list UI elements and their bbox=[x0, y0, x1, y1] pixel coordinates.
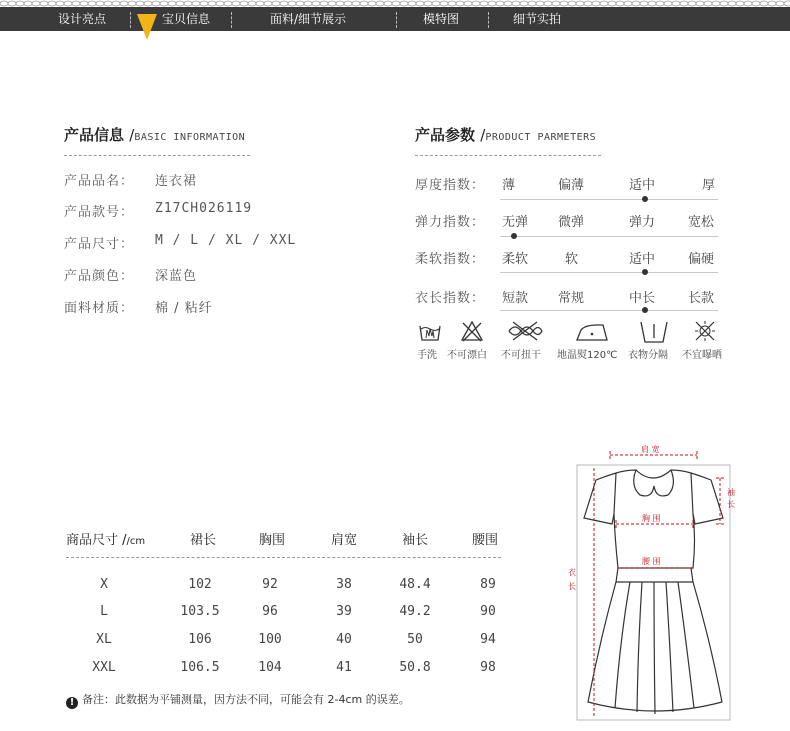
size-cell: 48.4 bbox=[399, 577, 431, 592]
measurement-note bbox=[66, 691, 410, 709]
no-wring-icon bbox=[505, 320, 545, 342]
param-indicator-dot bbox=[642, 269, 648, 275]
param-indicator-dot bbox=[642, 307, 648, 313]
size-header-shoulder: 肩宽 bbox=[331, 533, 358, 548]
nav-item-design-highlights[interactable]: 设计亮点 bbox=[58, 12, 107, 26]
param-label-softness: 柔软指数： bbox=[415, 252, 486, 267]
size-cell: 41 bbox=[336, 660, 352, 675]
info-label-style-no: 产品款号： bbox=[64, 205, 135, 220]
param-label-length: 衣长指数： bbox=[415, 291, 486, 306]
product-info-heading: 产品信息 /BASIC INFORMATION bbox=[64, 126, 246, 144]
size-cell: 50.8 bbox=[399, 660, 431, 675]
param-label-thickness: 厚度指数： bbox=[415, 178, 486, 193]
size-header-waist: 腰围 bbox=[472, 533, 499, 548]
size-cell: 92 bbox=[262, 577, 278, 592]
product-params-subtitle: PRODUCT PARMETERS bbox=[485, 132, 597, 143]
param-scale-line bbox=[500, 310, 718, 311]
param-option: 无弹 bbox=[502, 215, 529, 230]
param-option: 薄 bbox=[502, 178, 516, 193]
size-cell: L bbox=[100, 604, 108, 619]
nav-item-product-info[interactable]: 宝贝信息 bbox=[162, 12, 211, 26]
size-cell: 98 bbox=[480, 660, 496, 675]
size-cell: XXL bbox=[92, 660, 116, 675]
nav-separator bbox=[231, 12, 232, 28]
param-label-elasticity: 弹力指数： bbox=[415, 215, 486, 230]
info-label-material: 面料材质： bbox=[64, 301, 135, 316]
nav-separator bbox=[130, 12, 131, 28]
param-scale-line bbox=[500, 272, 718, 273]
exclamation-icon: ! bbox=[66, 697, 78, 709]
param-option: 厚 bbox=[702, 178, 716, 193]
param-indicator-dot bbox=[642, 196, 648, 202]
care-label: 手洗 bbox=[417, 350, 437, 361]
size-cell: 102 bbox=[188, 577, 212, 592]
param-option: 短款 bbox=[502, 291, 529, 306]
no-sun-dry-icon bbox=[693, 320, 717, 342]
size-cell: 104 bbox=[258, 660, 282, 675]
top-pattern bbox=[0, 0, 790, 7]
size-cell: XL bbox=[96, 632, 112, 647]
size-cell: 39 bbox=[336, 604, 352, 619]
note-text: 备注：此数据为平铺测量，因方法不同，可能会有 2-4cm 的误差。 bbox=[82, 693, 410, 706]
measurement-markers bbox=[594, 451, 724, 718]
param-option: 常规 bbox=[558, 291, 585, 306]
size-table-title-text: 商品尺寸 bbox=[66, 533, 119, 548]
product-params-title: 产品参数 bbox=[415, 126, 476, 144]
sleeve-length-label bbox=[727, 487, 738, 509]
param-option: 中长 bbox=[629, 291, 656, 306]
care-label: 不可扭干 bbox=[501, 350, 541, 361]
param-option: 适中 bbox=[629, 178, 656, 193]
param-option: 偏硬 bbox=[688, 252, 715, 267]
product-params-heading: 产品参数 /PRODUCT PARMETERS bbox=[415, 126, 597, 144]
size-cell: 94 bbox=[480, 632, 496, 647]
nav-bar bbox=[0, 7, 790, 31]
nav-item-detail-photos[interactable]: 细节实拍 bbox=[513, 12, 562, 26]
info-value-style-no: Z17CH026119 bbox=[155, 201, 253, 216]
size-cell: 90 bbox=[480, 604, 496, 619]
care-label: 地温熨120℃ bbox=[557, 350, 618, 361]
wash-separately-icon bbox=[638, 320, 670, 344]
info-value-size: M / L / XL / XXL bbox=[155, 233, 297, 248]
sleeve-label-char-2: 长 bbox=[727, 500, 735, 509]
size-table-unit: /cm bbox=[126, 536, 146, 547]
param-option: 微弹 bbox=[558, 215, 585, 230]
param-indicator-dot bbox=[511, 233, 517, 239]
chest-label: 胸 围 bbox=[642, 514, 661, 523]
waist-label: 腰 围 bbox=[642, 557, 661, 566]
no-bleach-icon bbox=[460, 320, 484, 342]
sleeve-label-char-1: 袖 bbox=[727, 488, 735, 497]
shoulder-width-label: 肩 宽 bbox=[641, 445, 660, 454]
size-cell: 49.2 bbox=[399, 604, 431, 619]
low-iron-icon bbox=[575, 320, 609, 342]
size-cell: X bbox=[100, 577, 108, 592]
size-cell: 89 bbox=[480, 577, 496, 592]
info-value-name: 连衣裙 bbox=[155, 174, 198, 189]
divider bbox=[415, 155, 601, 156]
info-label-size: 产品尺寸： bbox=[64, 237, 135, 252]
size-header-chest: 胸围 bbox=[259, 533, 286, 548]
info-value-color: 深蓝色 bbox=[155, 269, 198, 284]
active-tab-pointer-icon bbox=[137, 14, 157, 40]
dress-outline bbox=[584, 470, 723, 714]
product-info-title: 产品信息 bbox=[64, 126, 125, 144]
param-scale-line bbox=[500, 236, 718, 237]
size-cell: 106.5 bbox=[180, 660, 220, 675]
size-cell: 38 bbox=[336, 577, 352, 592]
dress-measurement-diagram bbox=[560, 440, 750, 725]
param-option: 偏薄 bbox=[558, 178, 585, 193]
info-label-name: 产品品名： bbox=[64, 174, 135, 189]
care-label: 不可漂白 bbox=[447, 350, 487, 361]
param-option: 软 bbox=[565, 252, 579, 267]
nav-item-model-photos[interactable]: 模特图 bbox=[423, 12, 460, 26]
divider bbox=[64, 155, 250, 156]
size-table-title: 商品尺寸 //cm bbox=[66, 533, 146, 548]
length-label-char-1: 衣 bbox=[568, 568, 576, 577]
nav-item-fabric-details[interactable]: 面料/细节展示 bbox=[270, 12, 347, 26]
size-header-skirt-length: 裙长 bbox=[190, 533, 217, 548]
care-label: 衣物分隔 bbox=[628, 350, 668, 361]
hand-wash-icon bbox=[418, 320, 442, 342]
nav-separator bbox=[488, 12, 489, 28]
size-cell: 96 bbox=[262, 604, 278, 619]
param-option: 宽松 bbox=[688, 215, 715, 230]
nav-separator bbox=[396, 12, 397, 28]
param-option: 适中 bbox=[629, 252, 656, 267]
param-option: 柔软 bbox=[502, 252, 529, 267]
info-value-material: 棉 / 粘纤 bbox=[155, 301, 213, 316]
param-option: 长款 bbox=[688, 291, 715, 306]
size-cell: 103.5 bbox=[180, 604, 220, 619]
size-cell: 106 bbox=[188, 632, 212, 647]
size-cell: 40 bbox=[336, 632, 352, 647]
size-header-sleeve: 袖长 bbox=[402, 533, 429, 548]
divider bbox=[66, 557, 501, 558]
info-label-color: 产品颜色： bbox=[64, 269, 135, 284]
size-cell: 50 bbox=[407, 632, 423, 647]
care-label: 不宜曝晒 bbox=[682, 350, 722, 361]
product-info-subtitle: BASIC INFORMATION bbox=[134, 132, 246, 143]
size-cell: 100 bbox=[258, 632, 282, 647]
param-option: 弹力 bbox=[629, 215, 656, 230]
param-scale-line bbox=[500, 199, 718, 200]
length-label-char-2: 长 bbox=[568, 582, 576, 591]
